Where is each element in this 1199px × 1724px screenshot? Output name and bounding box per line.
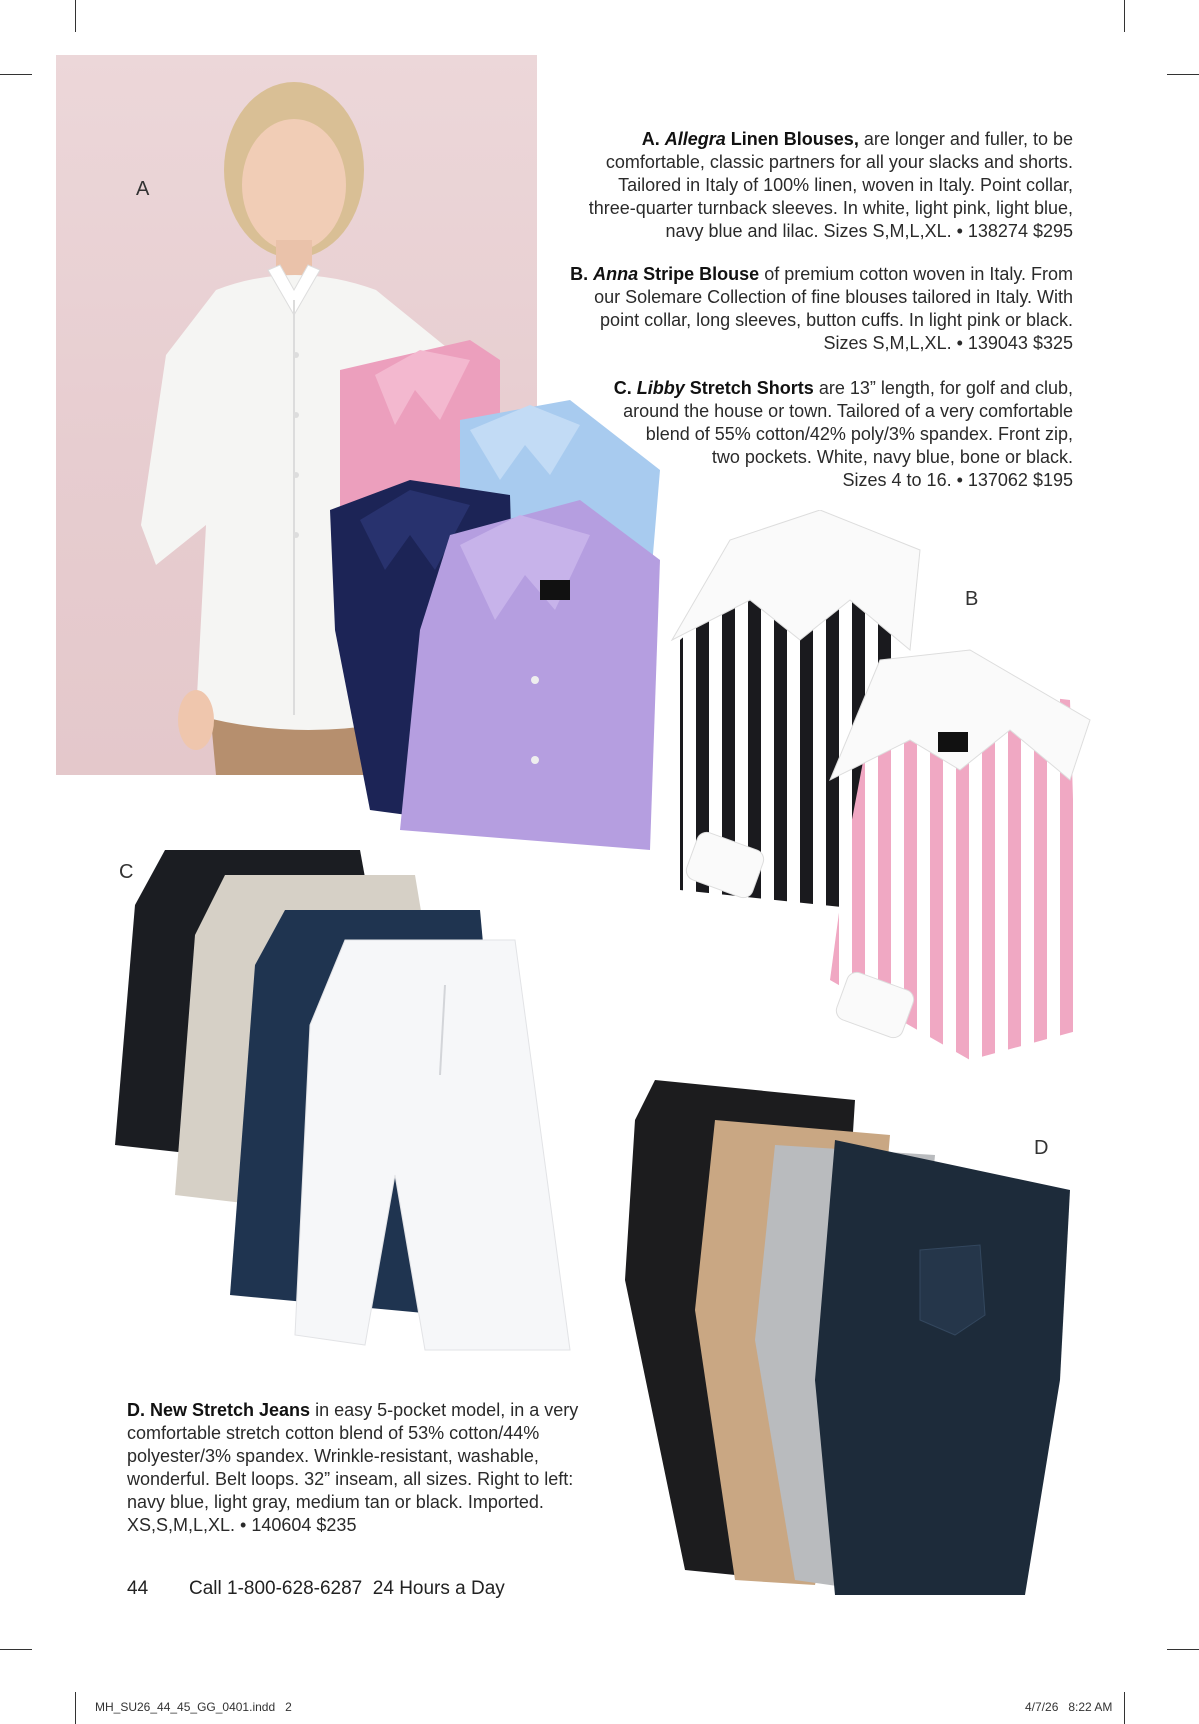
product-a-line: Tailored in Italy of 100% linen, woven in Italy. Point collar, <box>618 175 1073 195</box>
striped-blouses <box>670 510 1110 1090</box>
product-d-line: in easy 5-pocket model, in a very <box>315 1400 579 1420</box>
product-b-line: Sizes S,M,L,XL. • 139043 $325 <box>823 333 1073 353</box>
page-number: 44 <box>127 1578 149 1599</box>
product-a-name-italic: Allegra <box>664 129 726 149</box>
product-d-line: polyester/3% spandex. Wrinkle-resistant, washable, <box>127 1446 539 1466</box>
product-c-line: around the house or town. Tailored of a very comfortable <box>623 401 1073 421</box>
product-d-line: comfortable stretch cotton blend of 53% cotton/44% <box>127 1423 540 1443</box>
product-a-description <box>530 128 1073 243</box>
crop-mark <box>1124 1692 1125 1724</box>
product-d-line: navy blue, light gray, medium tan or black. Imported. <box>127 1492 544 1512</box>
product-d-line: XS,S,M,L,XL. • 140604 $235 <box>127 1515 357 1535</box>
product-b-code: B. <box>570 264 589 284</box>
product-a-line: three-quarter turnback sleeves. In white, light pink, light blue, <box>588 198 1073 218</box>
product-d-line: wonderful. Belt loops. 32” inseam, all sizes. Right to left: <box>127 1469 574 1489</box>
crop-mark <box>1124 0 1125 32</box>
product-d-name: D. New Stretch Jeans <box>127 1400 311 1420</box>
shorts-stack <box>105 845 585 1365</box>
product-d-description <box>127 1399 627 1537</box>
product-b-name: Stripe Blouse <box>638 264 760 284</box>
product-c-name-italic: Libby <box>636 378 685 398</box>
crop-mark <box>1167 1649 1199 1650</box>
product-b-name-italic: Anna <box>593 264 639 284</box>
crop-mark <box>0 74 32 75</box>
item-letter-c: C <box>119 861 134 883</box>
product-b-line: our Solemare Collection of fine blouses tailored in Italy. With <box>594 287 1073 307</box>
jeans-stack <box>615 1080 1085 1600</box>
crop-mark <box>1167 74 1199 75</box>
order-phone: Call 1-800-628-6287 24 Hours a Day <box>189 1578 505 1599</box>
product-a-line: comfortable, classic partners for all your slacks and shorts. <box>605 152 1073 172</box>
product-c-code: C. <box>613 378 632 398</box>
product-c-line: blend of 55% cotton/42% poly/3% spandex. Front zip, <box>645 424 1073 444</box>
product-a-code: A. <box>641 129 660 149</box>
product-b-description <box>530 263 1073 355</box>
crop-mark <box>75 1692 76 1724</box>
item-letter-b: B <box>965 588 979 610</box>
product-c-line: are 13” length, for golf and club, <box>818 378 1073 398</box>
product-a-name: Linen Blouses, <box>725 129 859 149</box>
crop-mark <box>0 1649 32 1650</box>
product-b-line: of premium cotton woven in Italy. From <box>764 264 1073 284</box>
item-letter-a: A <box>136 178 150 200</box>
product-c-line: two pockets. White, navy blue, bone or black. <box>711 447 1073 467</box>
crop-mark <box>75 0 76 32</box>
item-letter-d: D <box>1034 1137 1049 1159</box>
product-c-name: Stretch Shorts <box>684 378 814 398</box>
slug-filename: MH_SU26_44_45_GG_0401.indd 2 <box>95 1700 292 1714</box>
product-b-line: point collar, long sleeves, button cuffs. In light pink or black. <box>600 310 1073 330</box>
product-a-line: are longer and fuller, to be <box>863 129 1073 149</box>
product-c-line: Sizes 4 to 16. • 137062 $195 <box>842 470 1073 490</box>
product-c-description <box>530 377 1073 492</box>
product-a-line: navy blue and lilac. Sizes S,M,L,XL. • 138274 $295 <box>665 221 1073 241</box>
slug-date: 4/7/26 8:22 AM <box>1025 1700 1113 1714</box>
